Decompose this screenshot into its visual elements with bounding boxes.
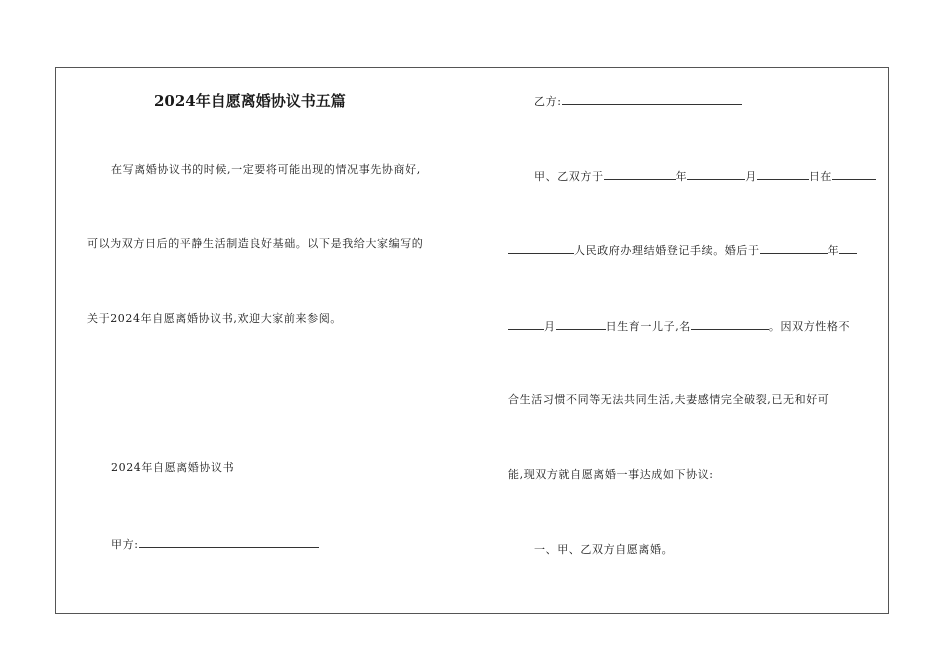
birth-month-blank[interactable] [508, 318, 544, 330]
party-b-row [534, 93, 742, 109]
body-line-4: 合生活习惯不同等无法共同生活,夫妻感情完全破裂,已无和好可 [508, 393, 830, 406]
right-column [506, 68, 890, 613]
body-text: 年 [827, 244, 840, 257]
left-column [56, 68, 476, 613]
body-text: 月 [745, 170, 757, 183]
agreement-subtitle: 2024年自愿离婚协议书 [111, 461, 235, 474]
birth-day-blank[interactable] [556, 318, 606, 330]
body-line-5: 能,现双方就自愿离婚一事达成如下协议: [508, 468, 714, 481]
marriage-day-blank[interactable] [757, 168, 809, 180]
body-text: 人民政府办理结婚登记手续。婚后于 [574, 244, 760, 257]
party-a-row [111, 536, 319, 552]
marriage-place-blank[interactable] [832, 168, 876, 180]
body-text: 日生育一儿子,名 [605, 320, 691, 333]
clause-1: 一、甲、乙双方自愿离婚。 [534, 543, 674, 556]
party-b-label: 乙方: [534, 95, 562, 108]
party-b-blank[interactable] [562, 93, 742, 105]
body-text: 甲、乙双方于 [534, 170, 604, 183]
intro-line-3: 关于2024年自愿离婚协议书,欢迎大家前来参阅。 [87, 312, 342, 325]
birth-year-tail-blank[interactable] [839, 242, 857, 254]
marriage-month-blank[interactable] [687, 168, 745, 180]
body-text: 年 [675, 170, 688, 183]
birth-year-blank[interactable] [760, 242, 828, 254]
body-line-2 [508, 242, 857, 258]
marriage-year-blank[interactable] [604, 168, 676, 180]
government-blank[interactable] [508, 242, 574, 254]
body-line-3 [508, 318, 850, 334]
intro-line-2: 可以为双方日后的平静生活制造良好基础。以下是我给大家编写的 [87, 237, 424, 250]
intro-line-1: 在写离婚协议书的时候,一定要将可能出现的情况事先协商好, [111, 163, 421, 176]
child-name-blank[interactable] [691, 318, 769, 330]
document-page [55, 67, 889, 614]
party-a-label: 甲方: [111, 538, 139, 551]
body-text: 月 [544, 320, 556, 333]
body-text: 日在 [808, 170, 833, 183]
body-text: 。因双方性格不 [768, 320, 851, 333]
party-a-blank[interactable] [139, 536, 319, 548]
body-line-1 [534, 168, 876, 184]
document-title: 2024年自愿离婚协议书五篇 [154, 92, 346, 110]
